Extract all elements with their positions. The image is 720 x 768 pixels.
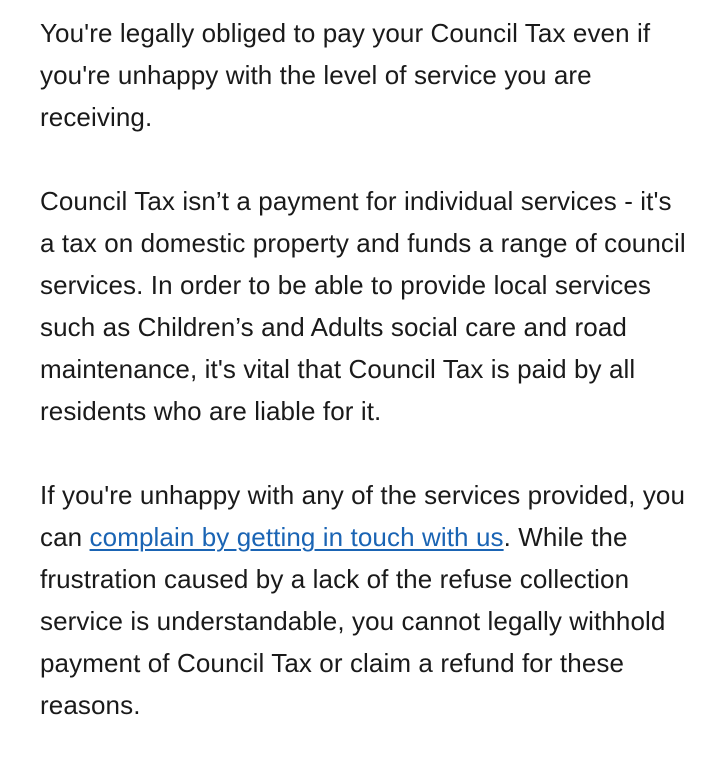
article-body xyxy=(40,12,688,768)
paragraph-complaints xyxy=(40,474,688,726)
complain-contact-link[interactable]: complain by getting in touch with us xyxy=(89,522,504,552)
complaints-text-before-link: If you're unhappy with any of the services provided, you can xyxy=(40,480,686,552)
complaints-text-after-link: . While the frustration caused by a lack of the refuse collection service is understandable, you cannot legally withhold payment of Council Tax or claim a refund for these reasons. xyxy=(40,522,666,720)
paragraph-legal-obligation: You're legally obliged to pay your Council Tax even if you're unhappy with the level of service you are receiving. xyxy=(40,18,651,132)
paragraph-council-tax-explanation: Council Tax isn’t a payment for individual services - it's a tax on domestic property and funds a range of council services. In order to be able to provide local services such as Children’s and Adults social care and road maintenance, it's vital that Council Tax is paid by all residents who are liable for it. xyxy=(40,186,686,426)
